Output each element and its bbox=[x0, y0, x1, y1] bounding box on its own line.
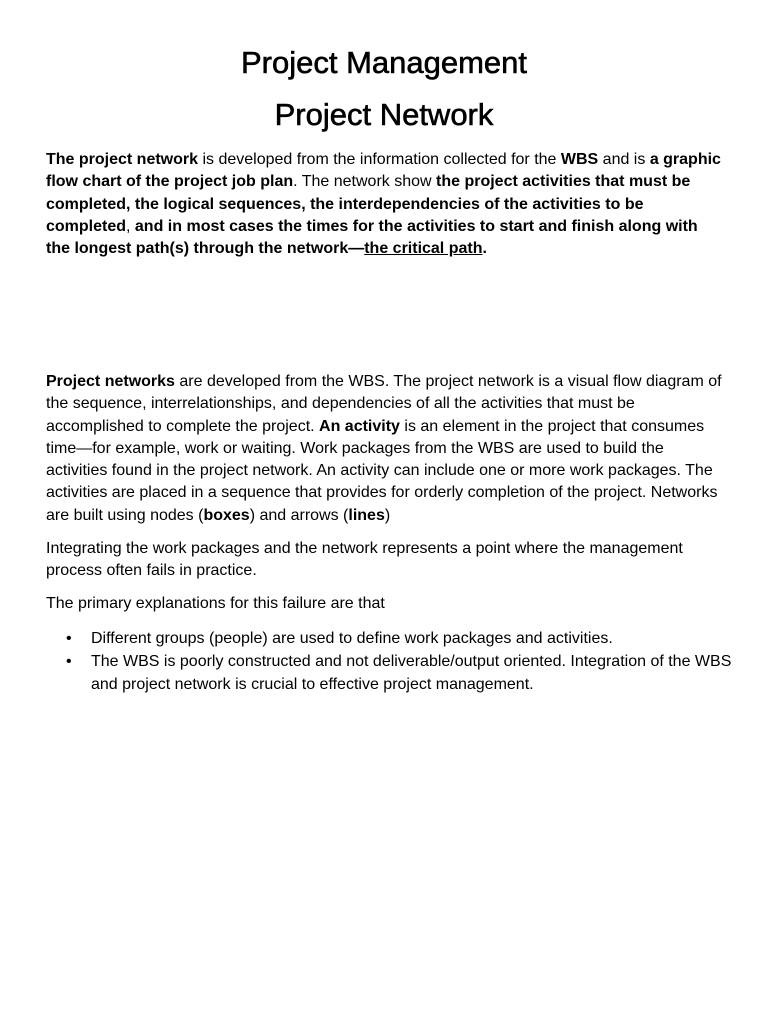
bold-text: Project networks bbox=[46, 373, 175, 390]
document-title: Project Management bbox=[240, 45, 528, 80]
bold-text: boxes bbox=[203, 506, 250, 524]
list-item-text: Different groups (people) are used to define work packages and activities. bbox=[91, 630, 613, 647]
text: . The network show bbox=[293, 173, 437, 191]
paragraph-integration: Integrating the work packages and the network represents a point where the management process often fails in practice. bbox=[46, 540, 683, 580]
bullet-list bbox=[46, 627, 736, 696]
text: and is bbox=[598, 151, 650, 168]
text: ) bbox=[384, 506, 391, 524]
underlined-text: the critical path bbox=[364, 240, 483, 258]
list-item bbox=[46, 627, 736, 650]
text: , bbox=[126, 217, 135, 235]
bold-text: An activity bbox=[319, 417, 400, 435]
text: are developed from the WBS. The project network is a visual flow diagram of the sequence, interrelationships, and dependencies of all the activities that must be accomplished to complete the project. bbox=[46, 373, 722, 435]
bold-text: lines bbox=[348, 506, 385, 524]
critical-path-term bbox=[364, 240, 482, 257]
bullet-dot-icon: • bbox=[66, 630, 72, 647]
list-item-text: The WBS is poorly constructed and not deliverable/output oriented. Integration of the WBS and project network is crucial to effective project management. bbox=[91, 653, 732, 693]
text: is an element in the project that consumes time—for example, work or waiting. Work packages from the WBS are used to build the activities found in the project network. An activity can include one or more work packages. The activities are placed in a sequence that provides for orderly completion of the project. Networks are built using nodes ( bbox=[46, 417, 718, 524]
list-item bbox=[46, 650, 736, 696]
bold-text: the project activities that must be completed, the logical sequences, the interdependencies of the activities to be completed bbox=[46, 173, 691, 235]
paragraph-project-network-definition bbox=[46, 149, 726, 260]
bullet-dot-icon: • bbox=[66, 653, 72, 670]
paragraph-project-networks bbox=[46, 371, 726, 527]
bold-text: . bbox=[482, 240, 487, 258]
paragraph-failure-intro: The primary explanations for this failure are that bbox=[46, 595, 385, 612]
bold-text: The project network bbox=[46, 151, 199, 168]
bold-text: WBS bbox=[560, 151, 599, 168]
bold-text: and in most cases the times for the activities to start and finish along with the longest path(s) through the network— bbox=[46, 217, 698, 258]
text: ) and arrows ( bbox=[249, 506, 349, 524]
document-subtitle: Project Network bbox=[274, 97, 494, 132]
bold-text: a graphic flow chart of the project job plan bbox=[46, 151, 721, 191]
text: is developed from the information collected for the bbox=[198, 151, 561, 168]
